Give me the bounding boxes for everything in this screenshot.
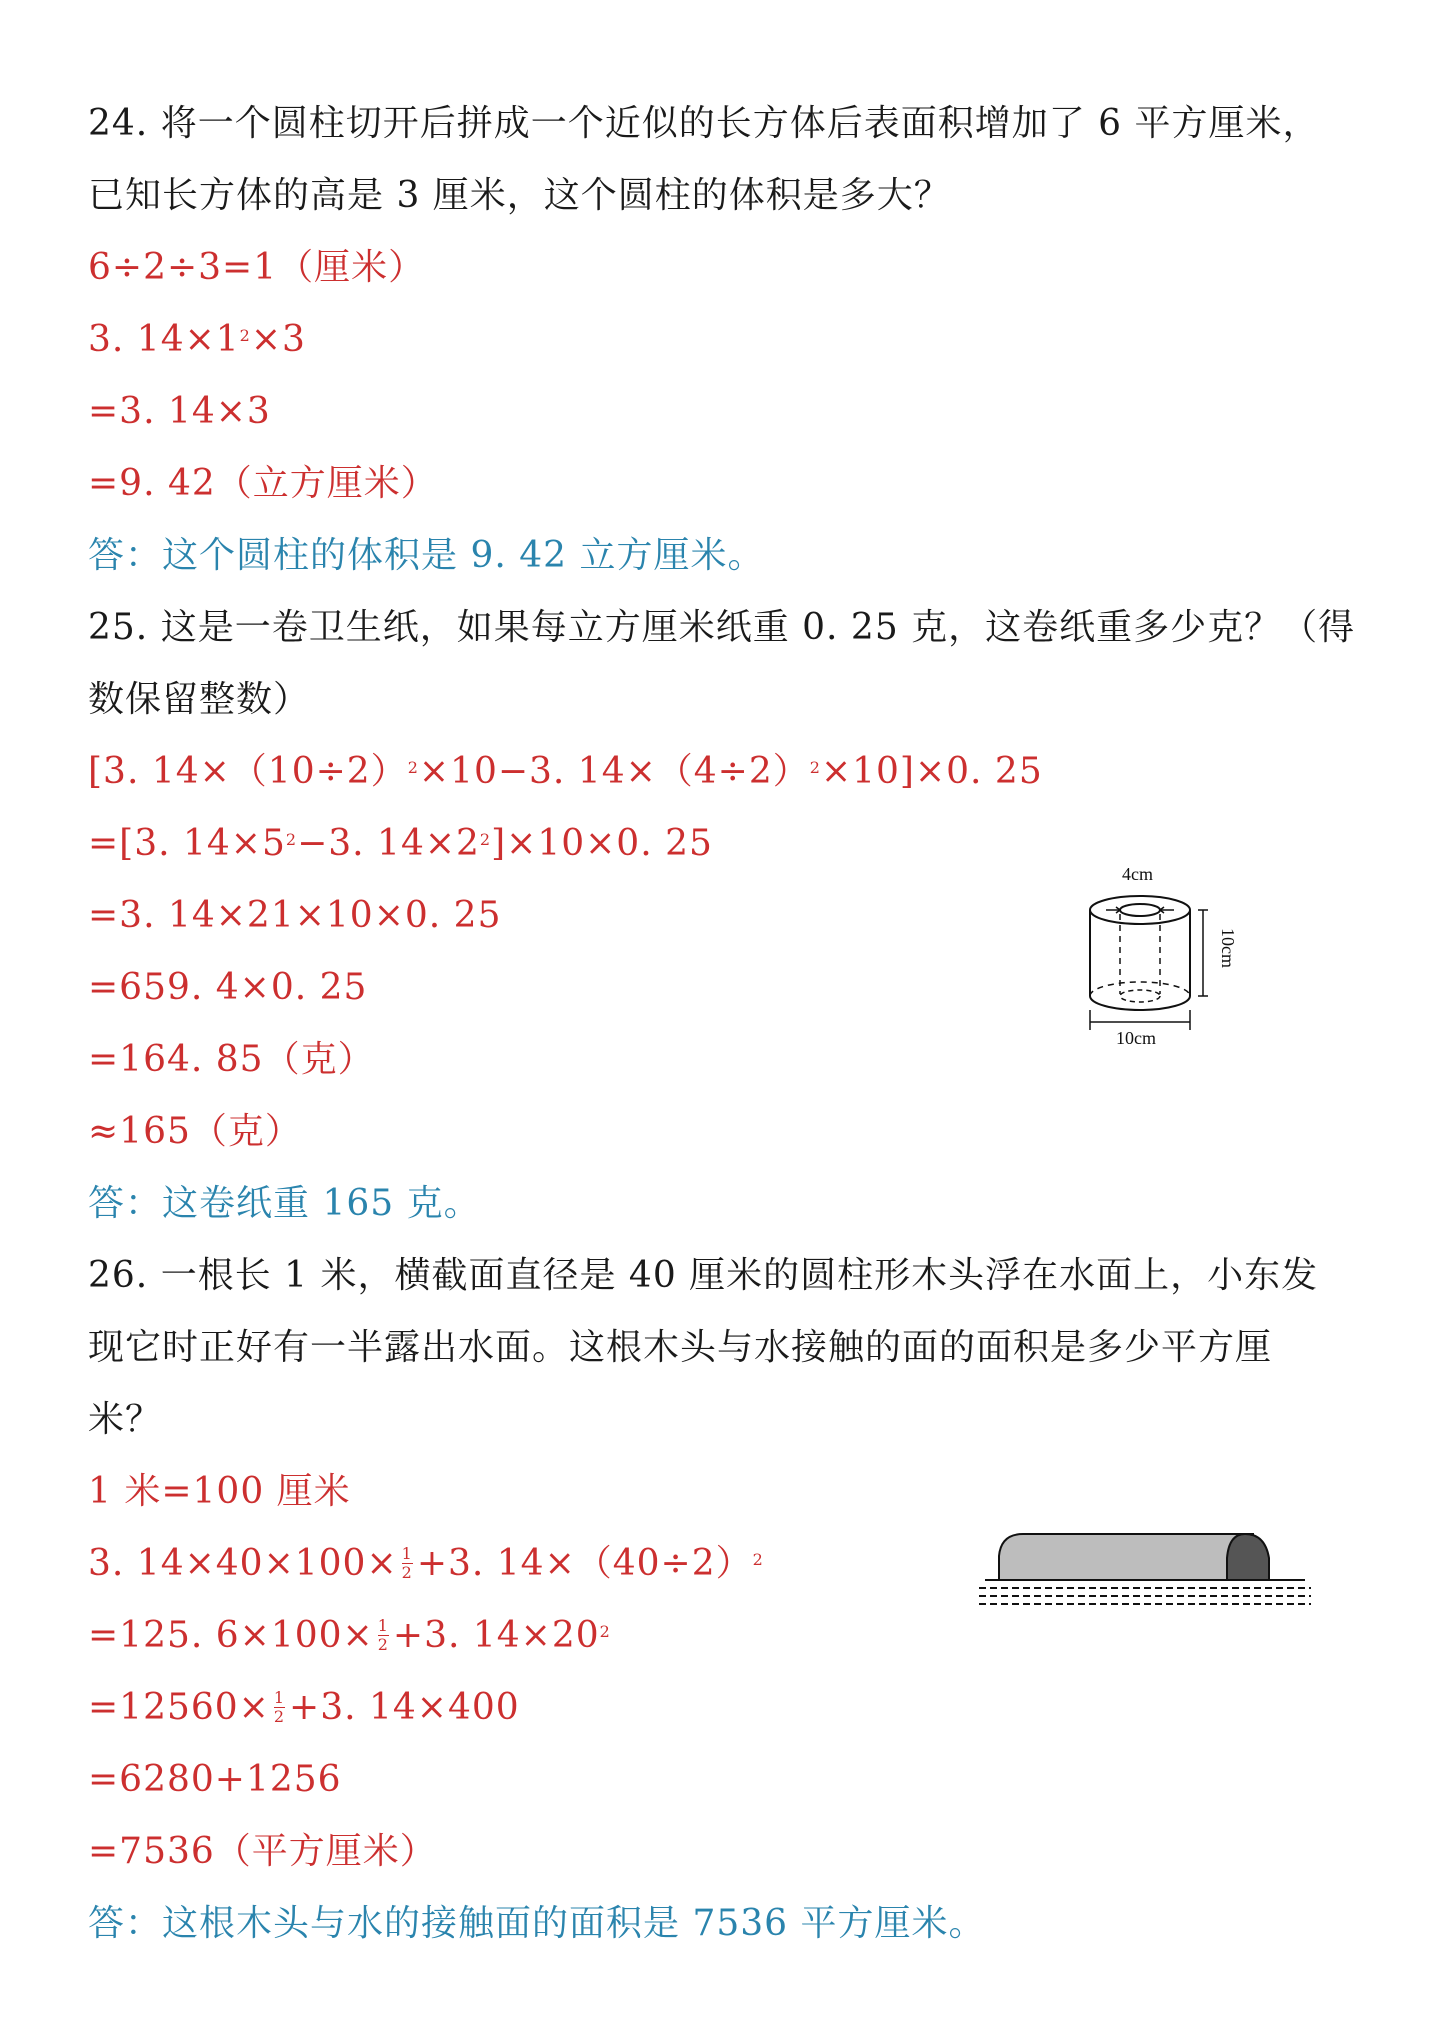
- q24-work-line1: 6÷2÷3=1（厘米）: [88, 247, 426, 288]
- fraction-half: $\frac{1}{2}$: [273, 1687, 286, 1726]
- q24-answer: 答：这个圆柱的体积是 9. 42 立方厘米。: [88, 535, 765, 576]
- height-label: 10cm: [1218, 928, 1238, 968]
- q25-work-line6: ≈165（克）: [88, 1111, 302, 1152]
- q25-work-line1: [3. $14\times(10\div 2)^2\times 10-3$. $14\times(4\div 2)^2\times 10]\times 0$. 25: [88, 751, 1043, 792]
- q26-work-line5: =6280+1256: [88, 1759, 342, 1800]
- fraction-half: $\frac{1}{2}$: [401, 1543, 413, 1582]
- fraction-half: $\frac{1}{2}$: [377, 1615, 389, 1654]
- toilet-roll-figure: [1070, 858, 1240, 1050]
- q26-work-line3: =125. 6×100× $\frac{1}{2}$ +3. $14\times 20^2$: [88, 1615, 611, 1656]
- q26-work-line2: 3. 14×40×100× $\frac{1}{2}$ +3. $14\times(40\div 2)^2$: [88, 1543, 764, 1584]
- q24-work-line2: 3. $14\times 1^2\times 3$: [88, 319, 306, 360]
- q25-work-line2: =[3. $14\times 5^2-3$. $14\times 2^2]\times 10\times 0$. 25: [88, 823, 713, 864]
- q24-text-line2: 已知长方体的高是 3 厘米，这个圆柱的体积是多大？: [88, 175, 951, 216]
- q24-work-line4: =9. 42（立方厘米）: [88, 463, 438, 504]
- q26-work-line6: =7536（平方厘米）: [88, 1831, 437, 1872]
- q25-text-line2: 数保留整数）: [88, 679, 311, 720]
- inner-diameter-label: 4cm: [1122, 864, 1153, 884]
- q25-work-line5: =164. 85（克）: [88, 1039, 375, 1080]
- q25-work-line3: =3. 14×21×10×0. 25: [88, 895, 502, 936]
- q26-text-line2: 现它时正好有一半露出水面。这根木头与水接触的面的面积是多少平方厘: [88, 1327, 1273, 1368]
- q25-answer: 答：这卷纸重 165 克。: [88, 1183, 481, 1224]
- q26-answer: 答：这根木头与水的接触面的面积是 7536 平方厘米。: [88, 1903, 986, 1944]
- q26-work-line4: =12560× $\frac{1}{2}$ +3. 14×400: [88, 1687, 520, 1728]
- q24-work-line3: =3. 14×3: [88, 391, 271, 432]
- q26-work-line1: 1 米=100 厘米: [88, 1471, 351, 1512]
- floating-log-figure: [975, 1520, 1315, 1620]
- q25-work-line4: =659. 4×0. 25: [88, 967, 368, 1008]
- q25-text-line1: 25. 这是一卷卫生纸，如果每立方厘米纸重 0. 25 克，这卷纸重多少克？（得: [88, 607, 1356, 648]
- q24-text-line1: 24. 将一个圆柱切开后拼成一个近似的长方体后表面积增加了 6 平方厘米，: [88, 103, 1320, 144]
- q26-text-line3: 米？: [88, 1399, 163, 1440]
- q26-text-line1: 26. 一根长 1 米，横截面直径是 40 厘米的圆柱形木头浮在水面上，小东发: [88, 1255, 1319, 1296]
- outer-diameter-label: 10cm: [1116, 1028, 1156, 1048]
- exponent: 2: [239, 326, 251, 345]
